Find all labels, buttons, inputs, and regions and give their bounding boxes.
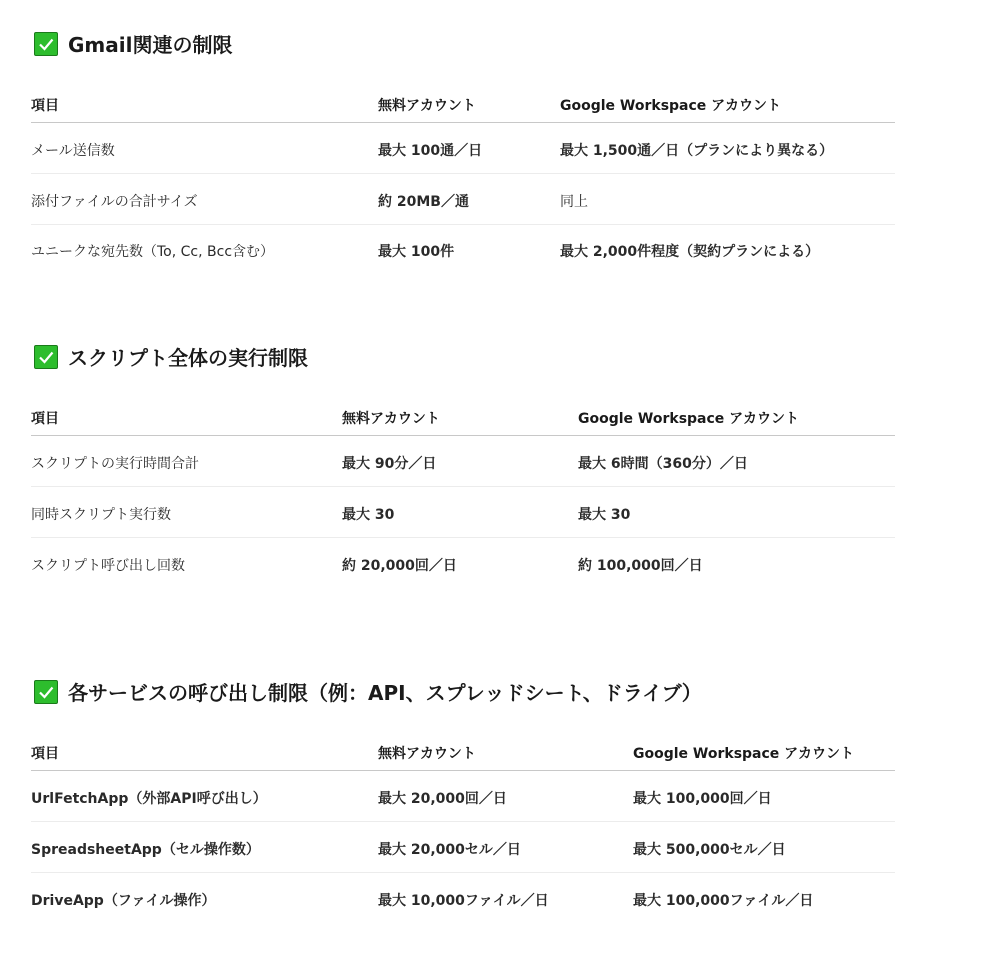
header-item: 項目 — [31, 98, 59, 114]
header-item: 項目 — [31, 411, 59, 427]
header-workspace: Google Workspace アカウント — [578, 411, 800, 427]
row-label: UrlFetchApp（外部API呼び出し） — [31, 791, 267, 807]
row-workspace-value: 同上 — [560, 194, 588, 210]
header-free: 無料アカウント — [378, 98, 476, 114]
table-row — [31, 487, 895, 538]
check-mark-icon — [34, 32, 58, 56]
row-free-value: 最大 100件 — [378, 244, 455, 260]
row-label: ユニークな宛先数（To, Cc, Bcc含む） — [31, 244, 275, 260]
row-free-value: 最大 10,000ファイル／日 — [378, 893, 549, 909]
table-row — [31, 174, 895, 225]
table-header-row — [31, 734, 895, 771]
row-label: スクリプト呼び出し回数 — [31, 558, 185, 574]
row-free-value: 約 20MB／通 — [378, 194, 469, 210]
row-free-value: 最大 20,000セル／日 — [378, 842, 521, 858]
row-workspace-value: 最大 30 — [578, 507, 631, 523]
section-heading — [34, 29, 232, 58]
header-workspace: Google Workspace アカウント — [560, 98, 782, 114]
section-heading — [34, 677, 702, 706]
row-workspace-value: 最大 1,500通／日（プランにより異なる） — [560, 143, 834, 159]
header-item: 項目 — [31, 746, 59, 762]
row-free-value: 最大 100通／日 — [378, 143, 483, 159]
row-workspace-value: 最大 2,000件程度（契約プランによる） — [560, 244, 820, 260]
header-workspace: Google Workspace アカウント — [633, 746, 855, 762]
row-workspace-value: 最大 500,000セル／日 — [633, 842, 786, 858]
row-label: スクリプトの実行時間合計 — [31, 456, 199, 472]
section-heading — [34, 342, 308, 371]
limits-table — [31, 734, 895, 923]
table-row — [31, 225, 895, 275]
row-workspace-value: 最大 100,000ファイル／日 — [633, 893, 814, 909]
table-row — [31, 436, 895, 487]
row-free-value: 最大 20,000回／日 — [378, 791, 507, 807]
row-label: 添付ファイルの合計サイズ — [31, 194, 198, 210]
section-title: 各サービスの呼び出し制限（例：API、スプレッドシート、ドライブ） — [68, 681, 702, 705]
row-workspace-value: 最大 100,000回／日 — [633, 791, 772, 807]
limits-table — [31, 86, 895, 275]
table-header-row — [31, 86, 895, 123]
header-free: 無料アカウント — [342, 411, 440, 427]
row-workspace-value: 約 100,000回／日 — [578, 558, 703, 574]
row-free-value: 最大 90分／日 — [342, 456, 437, 472]
table-header-row — [31, 399, 895, 436]
limits-table — [31, 399, 895, 588]
table-row — [31, 873, 895, 923]
check-mark-icon — [34, 680, 58, 704]
check-mark-icon — [34, 345, 58, 369]
table-row — [31, 123, 895, 174]
row-label: メール送信数 — [31, 143, 115, 159]
row-label: SpreadsheetApp（セル操作数） — [31, 842, 260, 858]
table-row — [31, 771, 895, 822]
row-free-value: 約 20,000回／日 — [342, 558, 457, 574]
row-label: DriveApp（ファイル操作） — [31, 893, 216, 909]
row-workspace-value: 最大 6時間（360分）／日 — [578, 456, 748, 472]
row-label: 同時スクリプト実行数 — [31, 507, 171, 523]
table-row — [31, 538, 895, 588]
table-row — [31, 822, 895, 873]
header-free: 無料アカウント — [378, 746, 476, 762]
section-title: スクリプト全体の実行制限 — [68, 346, 308, 370]
section-title: Gmail関連の制限 — [68, 33, 233, 57]
row-free-value: 最大 30 — [342, 507, 395, 523]
